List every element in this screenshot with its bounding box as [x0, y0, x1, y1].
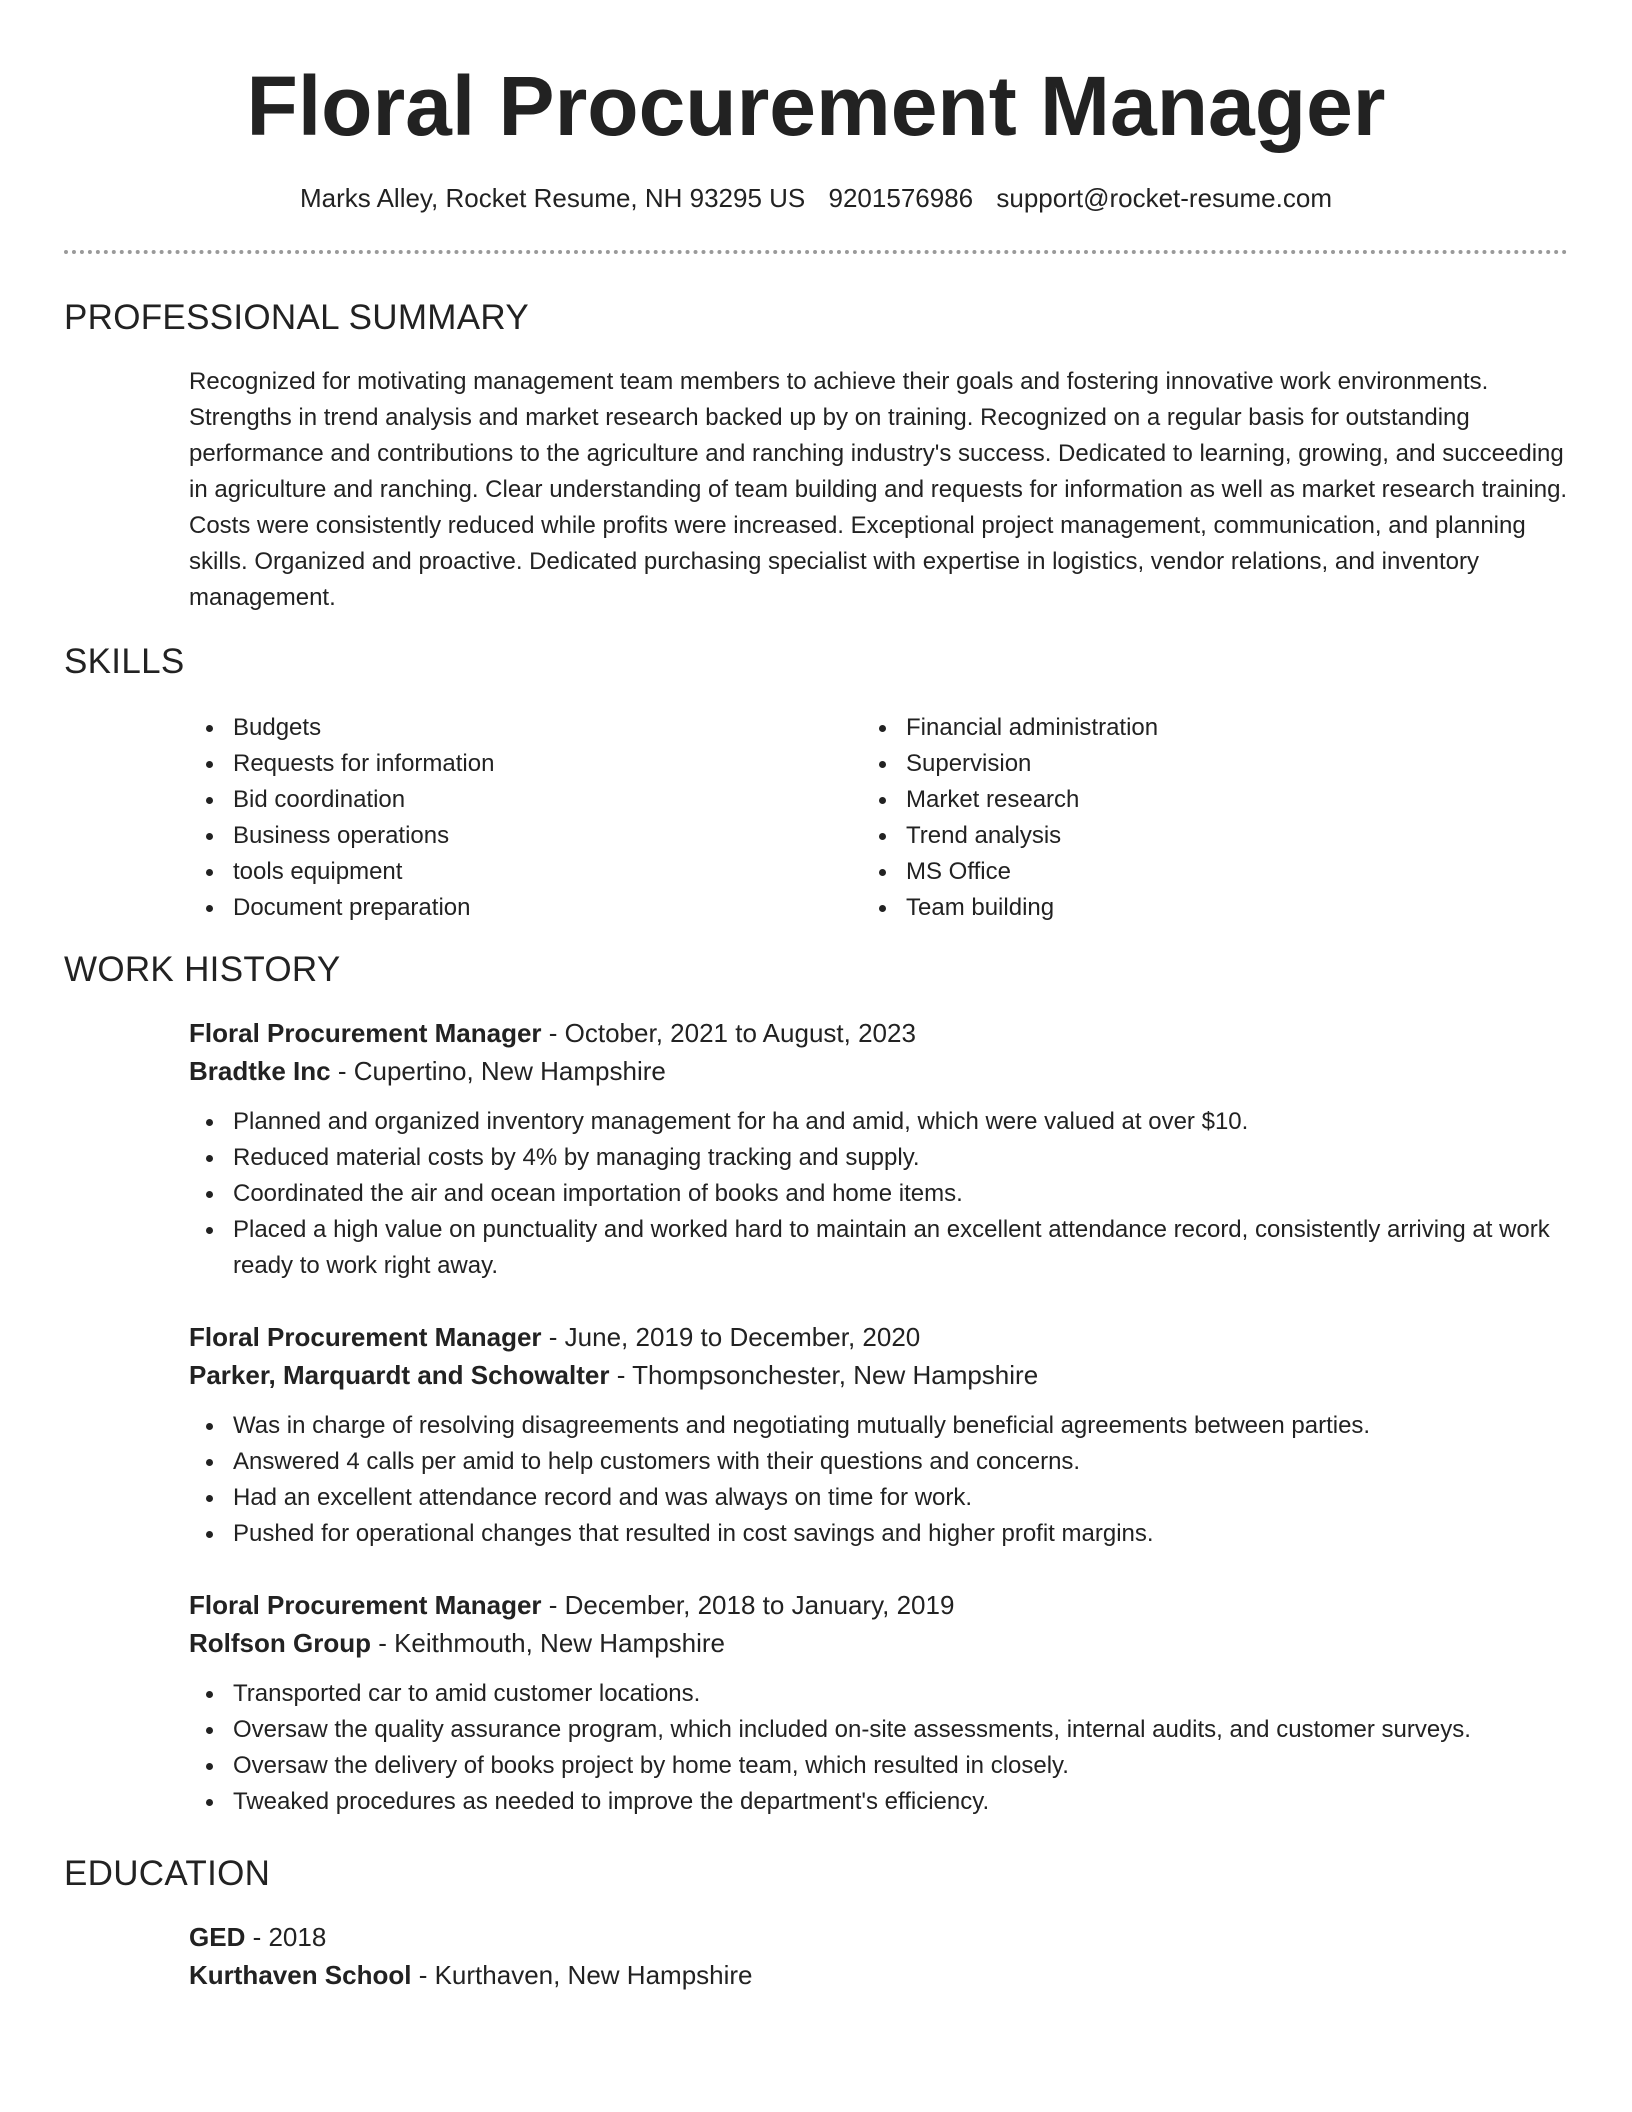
- job-role: Floral Procurement Manager: [189, 1590, 542, 1620]
- duty-item: Planned and organized inventory management for ha and amid, which were valued at over $10.: [189, 1104, 1569, 1140]
- duty-item: Reduced material costs by 4% by managing tracking and supply.: [189, 1140, 1569, 1176]
- contact-address: Marks Alley, Rocket Resume, NH 93295 US: [300, 183, 806, 213]
- job-role: Floral Procurement Manager: [189, 1322, 542, 1352]
- contact-line: [0, 180, 1632, 216]
- duty-item: Oversaw the delivery of books project by home team, which resulted in closely.: [189, 1748, 1569, 1784]
- skill-item: Budgets: [189, 710, 809, 746]
- job-company: Rolfson Group: [189, 1628, 371, 1658]
- duty-item: Had an excellent attendance record and was always on time for work.: [189, 1480, 1569, 1516]
- job-duties: [189, 1104, 1569, 1284]
- candidate-name: Floral Procurement Manager: [246, 59, 1386, 153]
- skills-list-right: [862, 710, 1482, 926]
- school-location: - Kurthaven, New Hampshire: [411, 1960, 753, 1990]
- skill-item: MS Office: [862, 854, 1482, 890]
- duty-item: Was in charge of resolving disagreements and negotiating mutually beneficial agreements between parties.: [189, 1408, 1569, 1444]
- skill-item: Document preparation: [189, 890, 809, 926]
- duty-item: Coordinated the air and ocean importation of books and home items.: [189, 1176, 1569, 1212]
- job-company: Parker, Marquardt and Schowalter: [189, 1360, 610, 1390]
- skill-item: Supervision: [862, 746, 1482, 782]
- job-location: - Thompsonchester, New Hampshire: [609, 1360, 1039, 1390]
- skill-item: Bid coordination: [189, 782, 809, 818]
- job-company-line: [189, 1624, 1569, 1662]
- skills-heading: SKILLS: [64, 642, 185, 681]
- job-duties: [189, 1676, 1569, 1820]
- skill-item: Team building: [862, 890, 1482, 926]
- job-dates: - June, 2019 to December, 2020: [541, 1322, 921, 1352]
- education-heading: EDUCATION: [64, 1854, 271, 1893]
- job-duties: [189, 1408, 1569, 1552]
- summary-heading: PROFESSIONAL SUMMARY: [64, 298, 529, 337]
- job-entry: [189, 1318, 1569, 1552]
- skill-item: tools equipment: [189, 854, 809, 890]
- degree-name: GED: [189, 1922, 246, 1952]
- job-title-line: [189, 1586, 1569, 1624]
- degree-line: [189, 1918, 1569, 1956]
- job-location: - Keithmouth, New Hampshire: [370, 1628, 726, 1658]
- duty-item: Tweaked procedures as needed to improve the department's efficiency.: [189, 1784, 1569, 1820]
- job-entry: [189, 1014, 1569, 1284]
- contact-phone: 9201576986: [828, 183, 974, 213]
- job-location: - Cupertino, New Hampshire: [330, 1056, 666, 1086]
- job-company: Bradtke Inc: [189, 1056, 331, 1086]
- skill-item: Financial administration: [862, 710, 1482, 746]
- job-title-line: [189, 1318, 1569, 1356]
- skill-item: Market research: [862, 782, 1482, 818]
- contact-email: support@rocket-resume.com: [996, 183, 1332, 213]
- school-name: Kurthaven School: [189, 1960, 412, 1990]
- school-line: [189, 1956, 1569, 1994]
- education-entry: [189, 1918, 1569, 1994]
- duty-item: Oversaw the quality assurance program, which included on-site assessments, internal audits, and customer surveys.: [189, 1712, 1569, 1748]
- duty-item: Placed a high value on punctuality and worked hard to maintain an excellent attendance record, consistently arriving at work ready to work right away.: [189, 1212, 1569, 1284]
- summary-text: Recognized for motivating management team members to achieve their goals and fostering innovative work environments. Strengths in trend analysis and market research backed up by on training. Recognized on a regular basis for outstanding performance and contributions to the agriculture and ranching industry's success. Dedicated to learning, growing, and succeeding in agriculture and ranching. Clear understanding of team building and requests for information as well as market research training. Costs were consistently reduced while profits were increased. Exceptional project management, communication, and planning skills. Organized and proactive. Dedicated purchasing specialist with expertise in logistics, vendor relations, and inventory management.: [189, 368, 1568, 611]
- duty-item: Pushed for operational changes that resulted in cost savings and higher profit margins.: [189, 1516, 1569, 1552]
- skills-list-left: [189, 710, 809, 926]
- skill-item: Requests for information: [189, 746, 809, 782]
- job-title-line: [189, 1014, 1569, 1052]
- skill-item: Trend analysis: [862, 818, 1482, 854]
- work-history-heading: WORK HISTORY: [64, 950, 341, 989]
- duty-item: Answered 4 calls per amid to help customers with their questions and concerns.: [189, 1444, 1569, 1480]
- job-dates: - October, 2021 to August, 2023: [541, 1018, 916, 1048]
- job-role: Floral Procurement Manager: [189, 1018, 542, 1048]
- job-dates: - December, 2018 to January, 2019: [541, 1590, 955, 1620]
- job-entry: [189, 1586, 1569, 1820]
- header-divider: [64, 250, 1568, 254]
- job-company-line: [189, 1356, 1569, 1394]
- job-company-line: [189, 1052, 1569, 1090]
- degree-year: - 2018: [245, 1922, 327, 1952]
- duty-item: Transported car to amid customer locations.: [189, 1676, 1569, 1712]
- skill-item: Business operations: [189, 818, 809, 854]
